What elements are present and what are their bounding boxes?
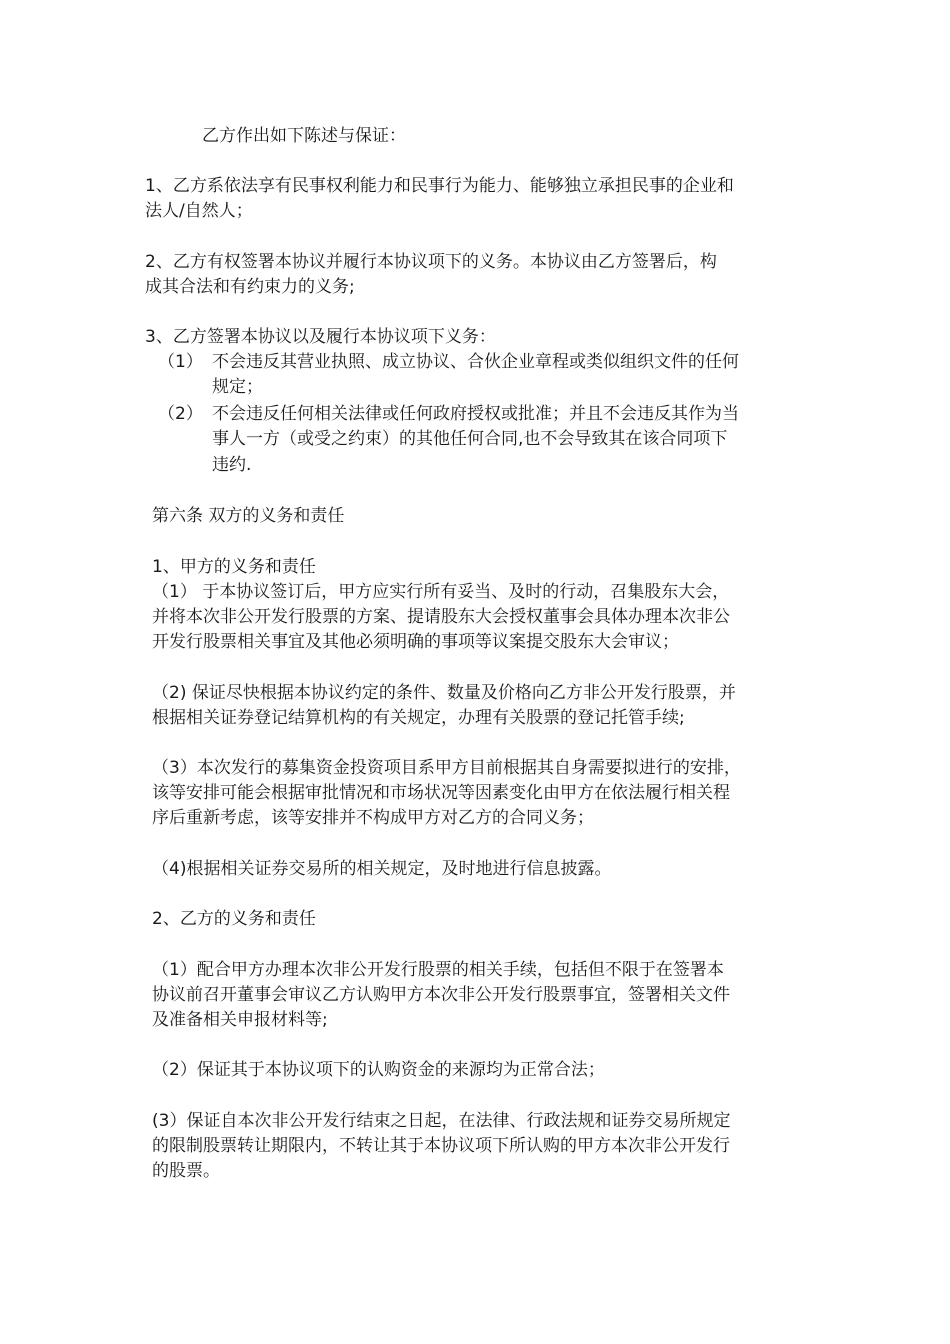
intro-lead: 乙方作出如下陈述与保证： bbox=[202, 126, 406, 146]
party-b-item-3-line-3: 的股票。 bbox=[152, 1161, 220, 1181]
rep-3-sub1-number: （1） bbox=[158, 352, 203, 372]
party-b-heading: 2、乙方的义务和责任 bbox=[152, 909, 316, 929]
party-a-item-1-line-1: （1） 于本协议签订后，甲方应实行所有妥当、及时的行动，召集股东大会， bbox=[152, 582, 730, 602]
rep-3-heading: 3、乙方签署本协议以及履行本协议项下义务： bbox=[145, 327, 496, 347]
party-a-item-3-line-2: 该等安排可能会根据审批情况和市场状况等因素变化由甲方在依法履行相关程 bbox=[152, 783, 730, 803]
rep-3-sub1-line-2: 规定； bbox=[212, 377, 263, 397]
party-b-item-1-line-1: （1）配合甲方办理本次非公开发行股票的相关手续，包括但不限于在签署本 bbox=[152, 960, 724, 980]
party-a-item-2-line-2: 根据相关证券登记结算机构的有关规定，办理有关股票的登记托管手续; bbox=[152, 708, 685, 728]
rep-3-sub2-line-3: 违约. bbox=[212, 455, 252, 475]
party-b-item-3-line-2: 的限制股票转让期限内，不转让其于本协议项下所认购的甲方本次非公开发行 bbox=[152, 1136, 730, 1156]
rep-1-line-2: 法人/自然人； bbox=[145, 201, 253, 221]
party-b-item-2: （2）保证其于本协议项下的认购资金的来源均为正常合法； bbox=[152, 1060, 605, 1080]
rep-3-sub2-line-2: 事人一方（或受之约束）的其他任何合同,也不会导致其在该合同项下 bbox=[212, 429, 728, 449]
rep-3-sub2-number: （2） bbox=[158, 404, 203, 424]
party-a-item-3-line-3: 序后重新考虑，该等安排并不构成甲方对乙方的合同义务； bbox=[152, 808, 594, 828]
party-a-heading: 1、甲方的义务和责任 bbox=[152, 557, 316, 577]
party-a-item-1-line-3: 开发行股票相关事宜及其他必须明确的事项等议案提交股东大会审议； bbox=[152, 632, 679, 652]
rep-2-line-2: 成其合法和有约束力的义务; bbox=[145, 277, 355, 297]
party-b-item-3-line-1: (3）保证自本次非公开发行结束之日起，在法律、行政法规和证券交易所规定 bbox=[152, 1111, 731, 1131]
party-b-item-1-line-2: 协议前召开董事会审议乙方认购甲方本次非公开发行股票事宜，签署相关文件 bbox=[152, 985, 730, 1005]
article-6-heading: 第六条 双方的义务和责任 bbox=[152, 506, 345, 526]
party-a-item-4: （4)根据相关证券交易所的相关规定，及时地进行信息披露。 bbox=[152, 859, 612, 879]
party-a-item-2-line-1: （2) 保证尽快根据本协议约定的条件、数量及价格向乙方非公开发行股票，并 bbox=[152, 683, 736, 703]
party-a-item-1-line-2: 并将本次非公开发行股票的方案、提请股东大会授权董事会具体办理本次非公 bbox=[152, 607, 730, 627]
party-a-item-3-line-1: （3）本次发行的募集资金投资项目系甲方目前根据其自身需要拟进行的安排， bbox=[152, 758, 741, 778]
rep-3-sub1-line-1: 不会违反其营业执照、成立协议、合伙企业章程或类似组织文件的任何 bbox=[212, 352, 739, 372]
rep-3-sub2-line-1: 不会违反任何相关法律或任何政府授权或批准；并且不会违反其作为当 bbox=[212, 404, 739, 424]
party-b-item-1-line-3: 及准备相关申报材料等; bbox=[152, 1010, 328, 1030]
rep-1-line-1: 1、乙方系依法享有民事权利能力和民事行为能力、能够独立承担民事的企业和 bbox=[145, 176, 734, 196]
rep-2-line-1: 2、乙方有权签署本协议并履行本协议项下的义务。本协议由乙方签署后，构 bbox=[145, 252, 717, 272]
